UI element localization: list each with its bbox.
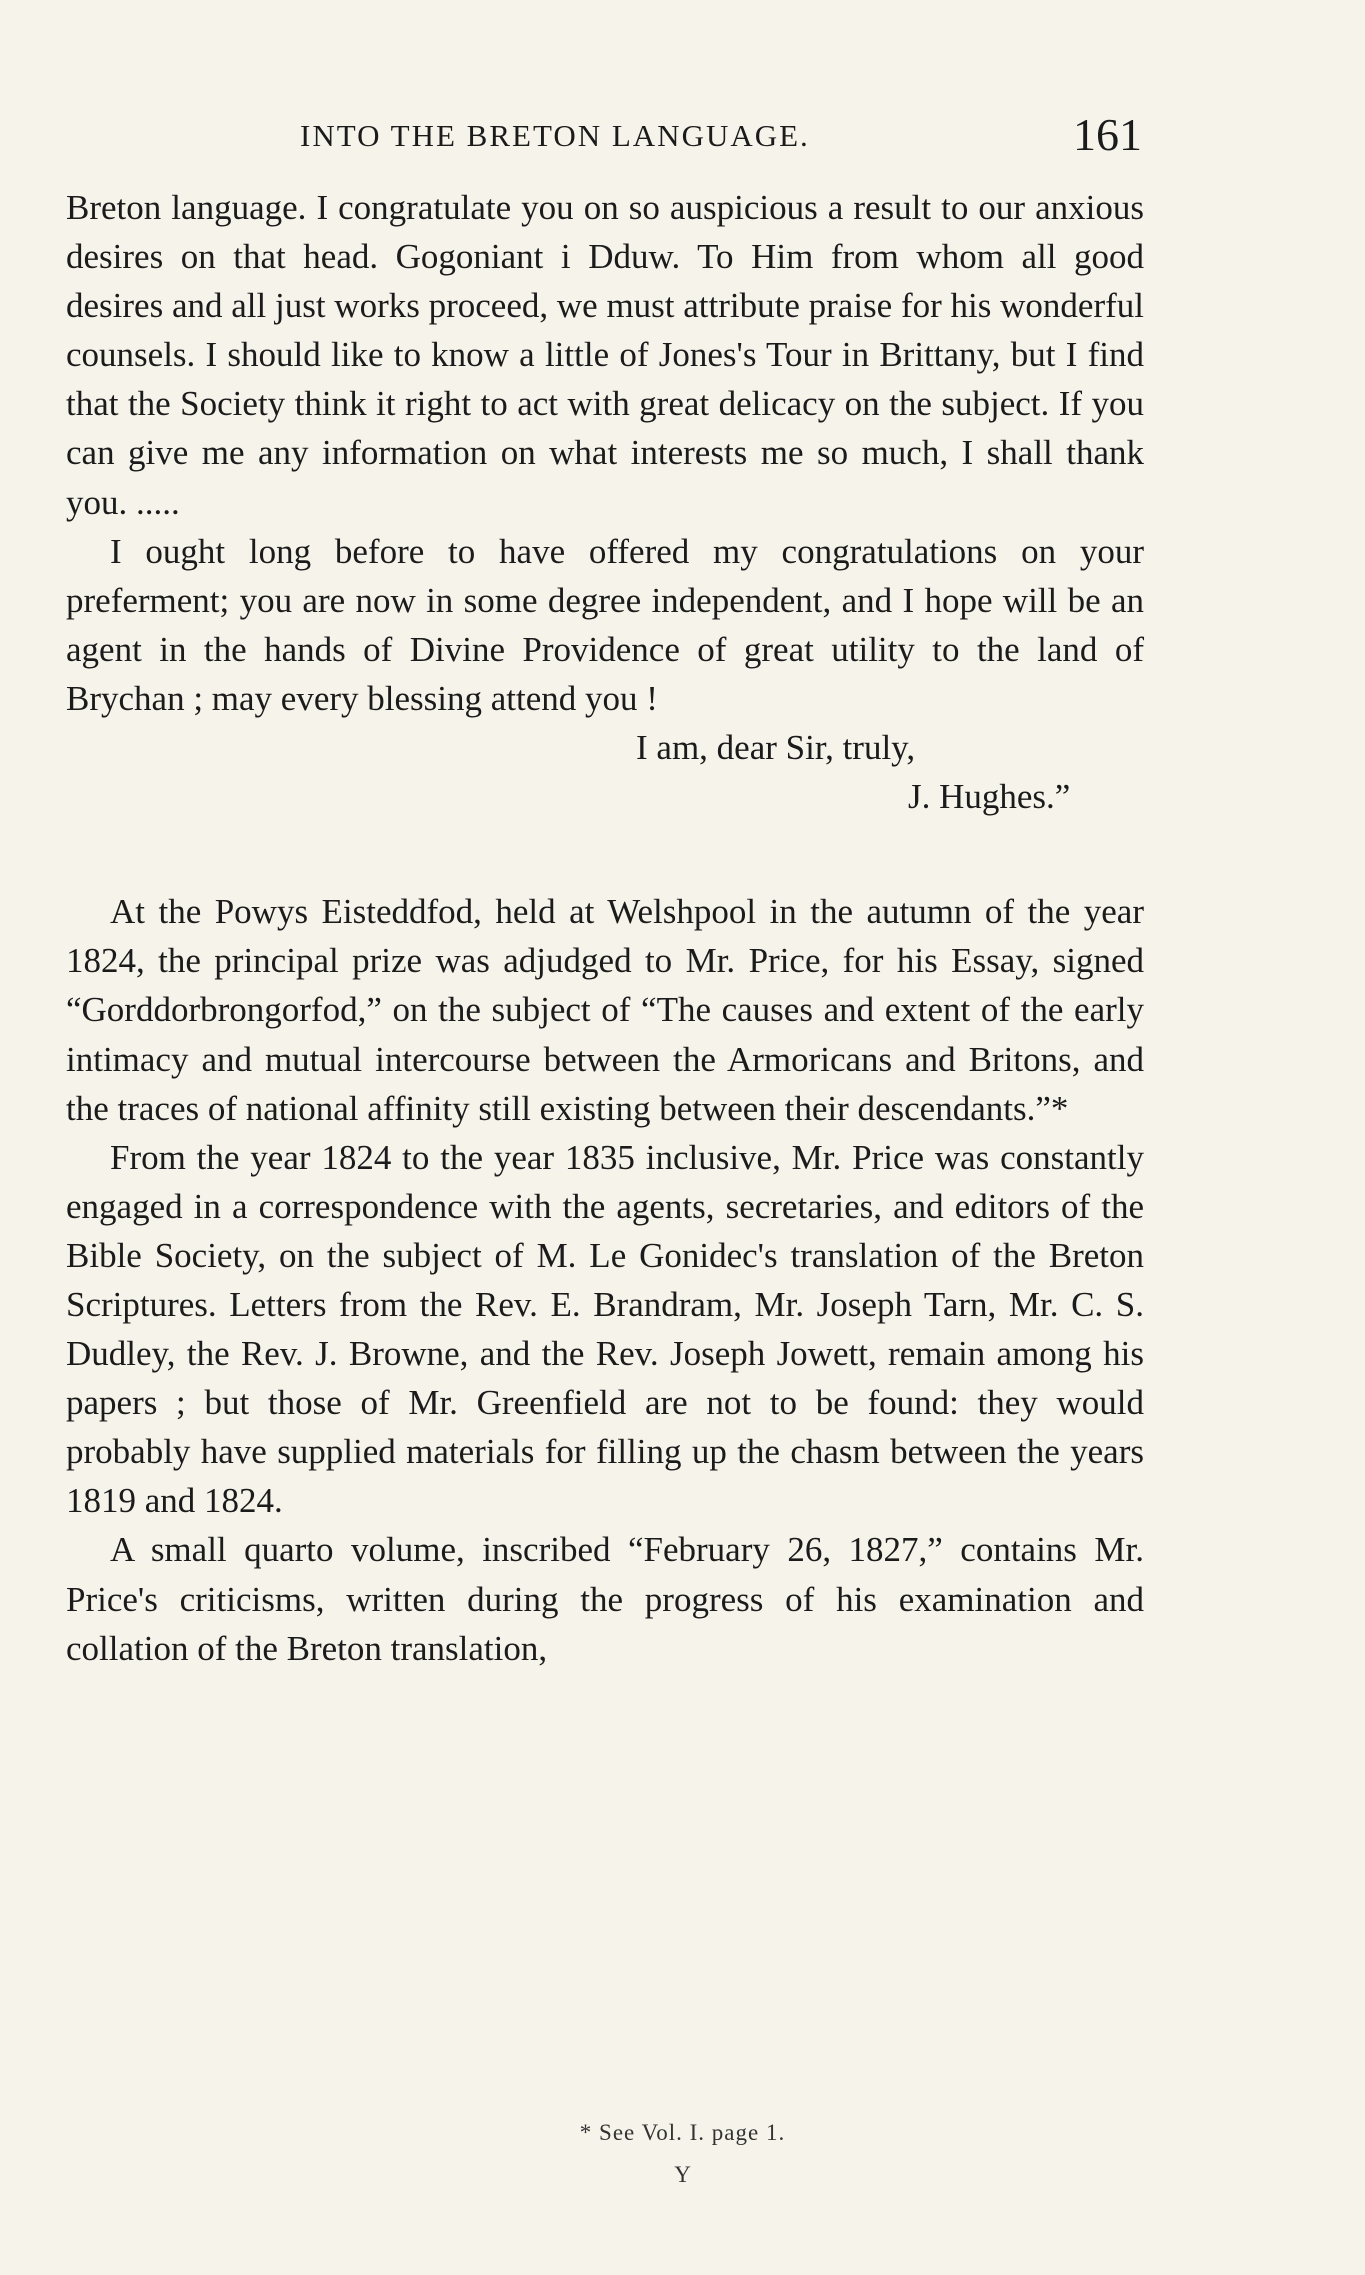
- letter-closing: I am, dear Sir, truly,: [636, 728, 916, 768]
- paragraph-eisteddfod: At the Powys Eisteddfod, held at Welshpool in the autumn of the year 1824, the principal prize was adjudged to Mr. Price, for his Essay, signed “Gorddorbrongorfod,” on the subject of “The causes and extent of the early intimacy and mutual intercourse between the Armoricans and Britons, and the traces of national affinity still existing between their descendants.”*: [66, 892, 1144, 1128]
- paragraph-letter-continued: Breton language. I congratulate you on so auspicious a result to our anxious desires on that head. Gogoniant i Dduw. To Him from whom all good desires and all just works proceed, we must attribute praise for his wonderful counsels. I should like to know a little of Jones's Tour in Brittany, but I find that the Society think it right to act with great delicacy on the subject. If you can give me any information on what interests me so much, I shall thank you. .....: [66, 188, 1144, 522]
- paragraph-congratulations: I ought long before to have offered my congratulations on your preferment; you are now in some degree independent, and I hope will be an agent in the hands of Divine Providence of great utility to the land of Brychan ; may every blessing attend you !: [66, 531, 1144, 718]
- running-head: INTO THE BRETON LANGUAGE.: [300, 118, 810, 153]
- body-text: [66, 183, 1144, 1673]
- letter-signature: J. Hughes.”: [908, 777, 1071, 817]
- signature-mark: Y: [674, 2162, 691, 2187]
- footnote: * See Vol. I. page 1.: [579, 2120, 786, 2145]
- page-number: 161: [1073, 109, 1142, 160]
- paragraph-quarto-volume: A small quarto volume, inscribed “February 26, 1827,” contains Mr. Price's criticisms, written during the progress of his examination and collation of the Breton translation,: [66, 1530, 1144, 1668]
- section-gap: [66, 821, 1144, 887]
- paragraph-correspondence: From the year 1824 to the year 1835 inclusive, Mr. Price was constantly engaged in a correspondence with the agents, secretaries, and editors of the Bible Society, on the subject of M. Le Gonidec's translation of the Breton Scriptures. Letters from the Rev. E. Brandram, Mr. Joseph Tarn, Mr. C. S. Dudley, the Rev. J. Browne, and the Rev. Joseph Jowett, remain among his papers ; but those of Mr. Greenfield are not to be found: they would probably have supplied materials for filling up the chasm between the years 1819 and 1824.: [66, 1137, 1144, 1521]
